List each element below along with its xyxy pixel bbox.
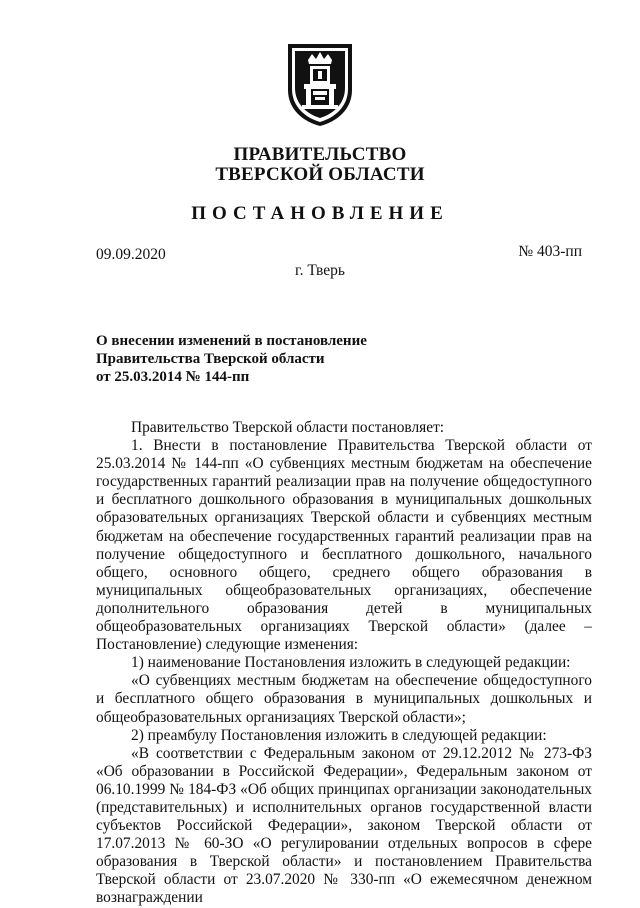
- coat-of-arms-icon: [284, 38, 356, 128]
- subject-line-2: Правительства Тверской области: [96, 351, 325, 367]
- body-paragraph-2: 1) наименование Постановления изложить в следующей редакции:: [131, 654, 571, 672]
- document-city: г. Тверь: [295, 262, 345, 279]
- body-paragraph-1: 1. Внести в постановление Правительства Тверской области от 25.03.2014 № 144-пп «О субвенциях местным бюджетам на обеспечение государственных гарантий реализации прав на получение общедоступного и бесплатного дошкольного образования в муниципальных дошкольных образовательных организациях Тверской области и субвенциях местным бюджетам на обеспечение государственных гарантий реализации прав на получение общедоступного и бесплатного дошкольного, начального общего, основного общего, среднего общего образования в муниципальных общеобразовательных организациях, обеспечение дополнительного образования детей в муниципальных общеобразовательных организациях Тверской области» (далее – Постановление) следующие изменения:: [96, 437, 592, 654]
- document-number: № 403-пп: [518, 243, 582, 260]
- region-title: ТВЕРСКОЙ ОБЛАСТИ: [215, 164, 425, 185]
- body-paragraph-3: «О субвенциях местным бюджетам на обеспечение общедоступного и бесплатного общего образования в муниципальных дошкольных и общеобразовательных организациях Тверской области»;: [96, 672, 592, 726]
- subject-line-3: от 25.03.2014 № 144-пп: [96, 369, 250, 385]
- government-title: ПРАВИТЕЛЬСТВО: [233, 144, 407, 165]
- document-body: [96, 419, 592, 908]
- document-type: ПОСТАНОВЛЕНИЕ: [191, 203, 449, 224]
- subject-line-1: О внесении изменений в постановление: [96, 333, 367, 349]
- body-paragraph-intro: Правительство Тверской области постановляет:: [131, 419, 445, 436]
- body-paragraph-4: 2) преамбулу Постановления изложить в следующей редакции:: [131, 726, 547, 744]
- body-paragraph-5: «В соответствии с Федеральным законом от 29.12.2012 № 273-ФЗ «Об образовании в Российской Федерации», Федеральным законом от 06.10.1999 № 184-ФЗ «Об общих принципах организации законодательных (представительных) и исполнительных органов государственной власти субъектов Российской Федерации», законом Тверской области от 17.07.2013 № 60-ЗО «О регулировании отдельных вопросов в сфере образования в Тверской области» и постановлением Правительства Тверской области от 23.07.2020 № 330-пп «О ежемесячном денежном вознаграждении: [96, 744, 592, 907]
- document-date: 09.09.2020: [96, 246, 166, 263]
